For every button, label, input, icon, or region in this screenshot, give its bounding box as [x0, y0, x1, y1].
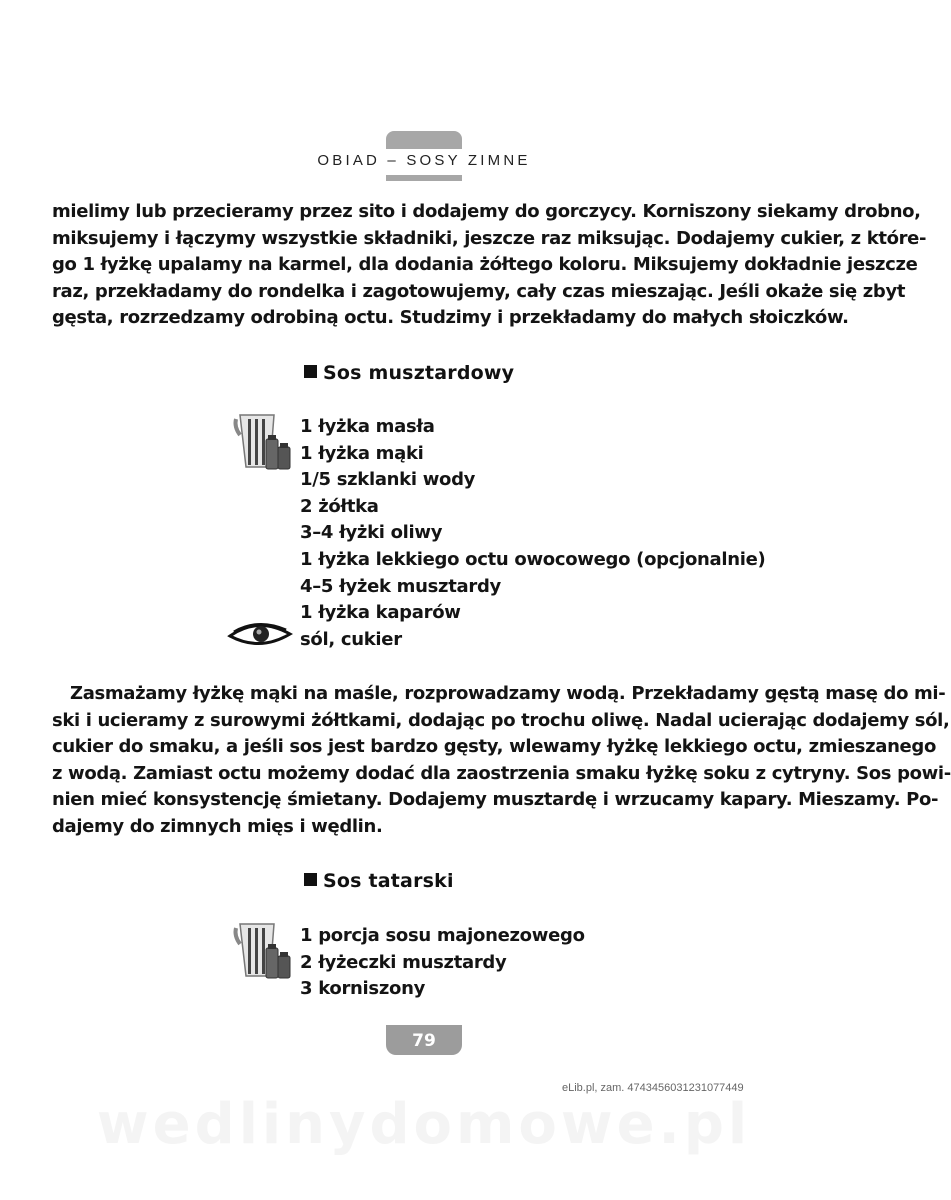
ingredients-jug-icon — [230, 922, 294, 982]
ingredient-item: 3–4 łyżki oliwy — [300, 522, 443, 544]
watermark: wedlinydomowe.pl — [96, 1092, 752, 1157]
paragraph-line: ski i ucieramy z surowymi żółtkami, dodając po trochu oliwę. Nadal ucierając dodajemy sól, — [52, 709, 950, 731]
ingredient-item: 4–5 łyżek musztardy — [300, 575, 501, 597]
paragraph-line: miksujemy i łączymy wszystkie składniki, jeszcze raz miksując. Dodajemy cukier, z które- — [52, 227, 927, 249]
bullet-square-icon — [304, 873, 317, 886]
eye-icon — [228, 620, 292, 650]
elib-order-id: eLib.pl, zam. 4743456031231077449 — [562, 1082, 744, 1094]
chapter-title: OBIAD – SOSY ZIMNE — [317, 152, 531, 169]
paragraph-line: raz, przekładamy do rondelka i zagotowujemy, cały czas mieszając. Jeśli okaże się zbyt — [52, 280, 906, 302]
paragraph-line: nien mieć konsystencję śmietany. Dodajemy musztardę i wrzucamy kapary. Mieszamy. Po- — [52, 789, 939, 811]
ingredients-list-tatarski — [300, 923, 585, 1003]
ingredient-item: sól, cukier — [300, 628, 402, 650]
paragraph-line: z wodą. Zamiast octu możemy dodać dla zaostrzenia smaku łyżkę soku z cytryny. Sos powi- — [52, 762, 951, 784]
page-number: 79 — [386, 1025, 462, 1055]
header-underline — [386, 175, 462, 181]
paragraph-line: dajemy do zimnych mięs i wędlin. — [52, 815, 383, 837]
ingredients-list-musztardowy — [300, 414, 766, 653]
ingredient-item: 1 łyżka masła — [300, 416, 435, 437]
ingredient-item: 3 korniszony — [300, 978, 426, 1000]
header-tab — [386, 131, 462, 149]
ingredient-item: 2 łyżeczki musztardy — [300, 951, 507, 973]
paragraph-line: gęsta, rozrzedzamy odrobiną octu. Studzimy i przekładamy do małych słoiczków. — [52, 307, 849, 329]
bullet-square-icon — [304, 365, 317, 378]
ingredient-item: 1 łyżka kaparów — [300, 602, 461, 624]
recipe-title-text: Sos tatarski — [323, 870, 454, 892]
paragraph-line: mielimy lub przecieramy przez sito i dodajemy do gorczycy. Korniszony siekamy drobno, — [52, 201, 921, 222]
ingredients-jug-icon — [230, 413, 294, 473]
paragraph-line: go 1 łyżkę upalamy na karmel, dla dodania żółtego koloru. Miksujemy dokładnie jeszcze — [52, 254, 918, 276]
recipe-title-tatarski — [304, 870, 454, 892]
ingredient-item: 2 żółtka — [300, 495, 379, 517]
intro-paragraph — [52, 199, 927, 332]
recipe-title-musztardowy — [304, 362, 514, 384]
paragraph-line: Zasmażamy łyżkę mąki na maśle, rozprowadzamy wodą. Przekładamy gęstą masę do mi- — [70, 683, 946, 704]
recipe-title-text: Sos musztardowy — [323, 362, 515, 384]
ingredient-item: 1 łyżka lekkiego octu owocowego (opcjonalnie) — [300, 548, 766, 570]
method-paragraph-musztardowy — [52, 681, 951, 841]
ingredient-item: 1/5 szklanki wody — [300, 469, 476, 491]
paragraph-line: cukier do smaku, a jeśli sos jest bardzo gęsty, wlewamy łyżkę lekkiego octu, zmieszanego — [52, 736, 936, 758]
ingredient-item: 1 porcja sosu majonezowego — [300, 925, 585, 946]
ingredient-item: 1 łyżka mąki — [300, 442, 424, 464]
